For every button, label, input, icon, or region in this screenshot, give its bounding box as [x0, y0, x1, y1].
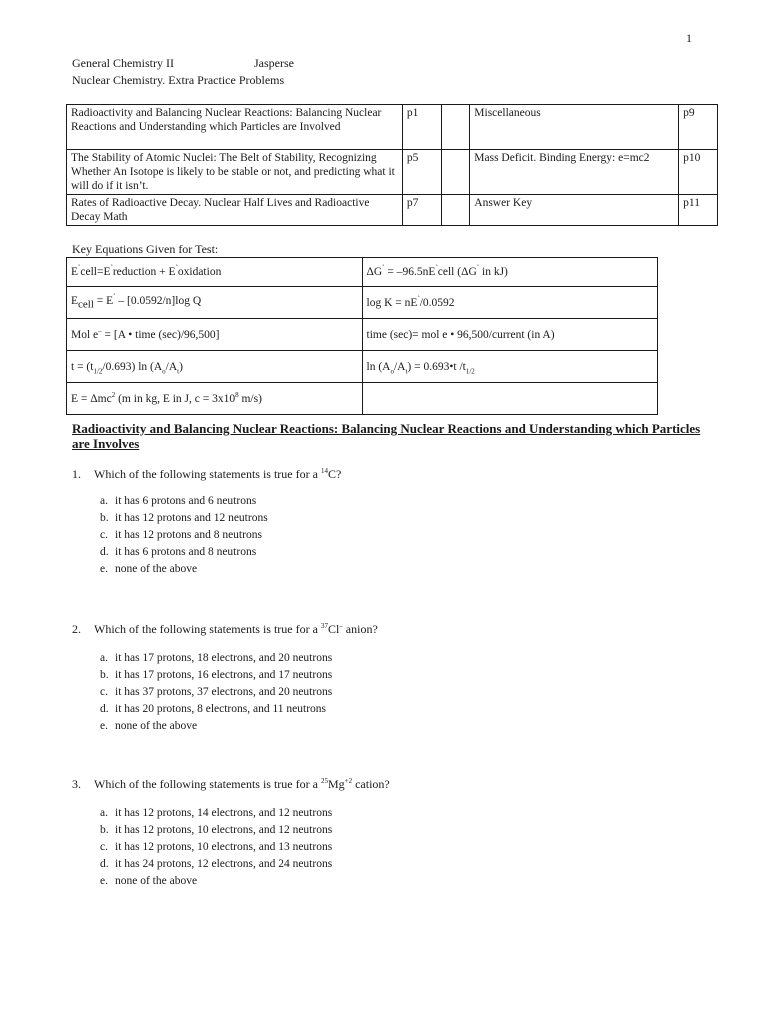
choice-letter: c. — [100, 686, 108, 698]
q-text: Cl — [327, 622, 340, 636]
eq-text: Mol e — [71, 328, 99, 341]
eq-text: E = Δmc — [71, 392, 112, 405]
eq-text: ) = 0.693•t /t — [407, 360, 466, 373]
equation-cell — [67, 319, 363, 351]
question-number: 1. — [72, 467, 81, 481]
choice-letter: d. — [100, 703, 109, 715]
list-item — [100, 561, 268, 578]
choice-list-1 — [100, 493, 268, 578]
toc-topic: The Stability of Atomic Nuclei: The Belt of Stability, Recognizing Whether An Isotope is likely to be stable or not, and predicting what it will do if it isn’t. — [67, 150, 403, 195]
table-row — [67, 195, 718, 226]
equation-cell — [67, 287, 363, 319]
header-course-line — [72, 56, 294, 71]
eq-text: cell (ΔG — [437, 266, 477, 278]
eq-text: – [0.0592/n]log Q — [115, 294, 202, 307]
course-title: General Chemistry II — [72, 56, 174, 70]
eq-text: m/s) — [238, 392, 262, 405]
choice-list-2 — [100, 650, 332, 735]
choice-letter: b. — [100, 669, 109, 681]
eq-text: /0.0592 — [419, 296, 455, 309]
eq-text: ΔG — [366, 266, 383, 278]
choice-text: it has 37 protons, 37 electrons, and 20 neutrons — [115, 686, 333, 698]
question-number: 3. — [72, 777, 81, 791]
eq-text: log K = nE — [366, 296, 418, 309]
q-text: Mg — [327, 777, 345, 791]
toc-page: p7 — [402, 195, 441, 226]
equation-cell — [362, 287, 658, 319]
q-text: Which of the following statements is true for a — [94, 467, 321, 481]
eq-text: = E — [93, 294, 114, 307]
list-item — [100, 684, 332, 701]
choice-text: none of the above — [115, 563, 198, 575]
choice-text: it has 12 protons, 14 electrons, and 12 neutrons — [115, 807, 333, 819]
eq-text: E — [71, 294, 79, 307]
equation-cell: time (sec)= mol e • 96,500/current (in A) — [362, 319, 658, 351]
list-item — [100, 544, 268, 561]
q-text: Which of the following statements is true for a — [94, 622, 321, 636]
question-text — [94, 467, 341, 482]
list-item — [100, 805, 332, 822]
choice-text: it has 6 protons and 6 neutrons — [115, 495, 257, 507]
list-item — [100, 822, 332, 839]
equation-cell — [67, 351, 363, 383]
choice-text: it has 17 protons, 18 electrons, and 20 neutrons — [115, 652, 333, 664]
table-row — [67, 383, 658, 415]
list-item — [100, 718, 332, 735]
choice-text: it has 24 protons, 12 electrons, and 24 neutrons — [115, 858, 333, 870]
choice-list-3 — [100, 805, 332, 890]
table-row — [67, 105, 718, 150]
equation-cell-empty — [362, 383, 658, 415]
key-equations-table — [66, 257, 658, 415]
choice-text: it has 20 protons, 8 electrons, and 11 neutrons — [115, 703, 327, 715]
eq-text: /A — [165, 360, 178, 373]
choice-text: it has 6 protons and 8 neutrons — [115, 546, 257, 558]
eq-text: ) — [179, 360, 183, 373]
key-equations-title: Key Equations Given for Test: — [72, 242, 219, 256]
eq-sup: – — [98, 326, 102, 335]
list-item — [100, 650, 332, 667]
toc-topic: Rates of Radioactive Decay. Nuclear Half Lives and Radioactive Decay Math — [67, 195, 403, 226]
toc-page: p11 — [679, 195, 718, 226]
q-text: C? — [327, 467, 342, 481]
choice-text: it has 12 protons, 10 electrons, and 13 neutrons — [115, 841, 333, 853]
eq-sub: cell — [78, 298, 94, 311]
list-item — [100, 667, 332, 684]
list-item — [100, 701, 332, 718]
table-row — [67, 258, 658, 287]
table-of-contents — [66, 104, 718, 226]
toc-topic: Answer Key — [470, 195, 679, 226]
choice-text: it has 12 protons and 12 neutrons — [115, 512, 268, 524]
choice-text: none of the above — [115, 875, 198, 887]
table-row — [67, 287, 658, 319]
choice-letter: a. — [100, 807, 108, 819]
page-number: 1 — [686, 31, 692, 45]
eq-text: /A — [393, 360, 406, 373]
eq-text: ln (A — [366, 360, 391, 373]
list-item — [100, 839, 332, 856]
eq-text: = –96.5nE — [384, 266, 436, 278]
toc-topic: Mass Deficit. Binding Energy: e=mc2 — [470, 150, 679, 195]
equation-cell — [362, 351, 658, 383]
q-sup: +2 — [344, 777, 353, 785]
eq-sup: ˚ — [78, 264, 81, 273]
equation-cell — [362, 258, 658, 287]
q-sup: 25 — [320, 777, 328, 785]
eq-sup: ˚ — [417, 294, 420, 303]
eq-sup: ˚ — [113, 293, 116, 302]
choice-letter: d. — [100, 546, 109, 558]
toc-blank-cell — [441, 195, 470, 226]
eq-sub: o — [390, 366, 394, 375]
eq-text: t = (t — [71, 360, 94, 373]
eq-text: oxidation — [177, 266, 222, 278]
eq-text: E — [71, 266, 79, 278]
list-item — [100, 493, 268, 510]
toc-blank-cell — [441, 150, 470, 195]
eq-sub: o — [162, 366, 166, 375]
choice-letter: d. — [100, 858, 109, 870]
q-text: Which of the following statements is true for a — [94, 777, 321, 791]
equation-cell — [67, 258, 363, 287]
list-item — [100, 873, 332, 890]
q-sup: – — [339, 622, 343, 630]
toc-blank-cell — [441, 105, 470, 150]
eq-sup: ˚ — [110, 264, 113, 273]
equation-cell — [67, 383, 363, 415]
table-row — [67, 319, 658, 351]
question-text — [94, 622, 378, 637]
eq-sup: ˚ — [382, 264, 385, 273]
eq-text: cell=E — [80, 266, 111, 278]
toc-page: p1 — [402, 105, 441, 150]
toc-page: p10 — [679, 150, 718, 195]
q-sup: 37 — [320, 622, 328, 630]
eq-sup: ˚ — [476, 264, 480, 273]
eq-text: reduction + E — [112, 266, 176, 278]
list-item — [100, 510, 268, 527]
list-item — [100, 527, 268, 544]
choice-letter: a. — [100, 652, 108, 664]
section-heading: Radioactivity and Balancing Nuclear Reactions: Balancing Nuclear Reactions and Understanding which Particles are Involves — [72, 421, 701, 451]
eq-sub: t — [405, 366, 408, 375]
toc-topic: Radioactivity and Balancing Nuclear Reactions: Balancing Nuclear Reactions and Understanding which Particles are Involved — [67, 105, 403, 150]
choice-text: none of the above — [115, 720, 198, 732]
document-subtitle: Nuclear Chemistry. Extra Practice Problems — [72, 73, 285, 87]
choice-letter: c. — [100, 841, 108, 853]
eq-sub: t — [177, 366, 180, 375]
toc-topic: Miscellaneous — [470, 105, 679, 150]
choice-letter: c. — [100, 529, 108, 541]
choice-letter: b. — [100, 824, 109, 836]
choice-text: it has 12 protons and 8 neutrons — [115, 529, 262, 541]
q-text: anion? — [342, 622, 378, 636]
choice-letter: e. — [100, 875, 108, 887]
choice-letter: b. — [100, 512, 109, 524]
toc-page: p5 — [402, 150, 441, 195]
toc-page: p9 — [679, 105, 718, 150]
eq-text: /0.693) ln (A — [102, 360, 163, 373]
choice-letter: a. — [100, 495, 108, 507]
eq-text: (m in kg, E in J, c = 3x10 — [115, 392, 236, 405]
eq-text: in kJ) — [479, 266, 508, 278]
choice-letter: e. — [100, 563, 108, 575]
q-sup: 14 — [320, 467, 328, 475]
eq-sup: ˚ — [435, 264, 438, 273]
eq-text: = [A • time (sec)/96,500] — [101, 328, 220, 341]
table-row — [67, 351, 658, 383]
eq-sub: 1/2 — [93, 366, 103, 375]
eq-sub: 1/2 — [465, 366, 475, 375]
question-number: 2. — [72, 622, 81, 636]
q-text: cation? — [352, 777, 390, 791]
choice-text: it has 17 protons, 16 electrons, and 17 neutrons — [115, 669, 333, 681]
choice-text: it has 12 protons, 10 electrons, and 12 neutrons — [115, 824, 333, 836]
choice-letter: e. — [100, 720, 108, 732]
table-row — [67, 150, 718, 195]
instructor-name: Jasperse — [254, 56, 294, 70]
list-item — [100, 856, 332, 873]
eq-sup: 8 — [235, 390, 239, 399]
eq-sup: ˚ — [175, 264, 178, 273]
question-text — [94, 777, 390, 792]
eq-sup: 2 — [111, 390, 116, 399]
